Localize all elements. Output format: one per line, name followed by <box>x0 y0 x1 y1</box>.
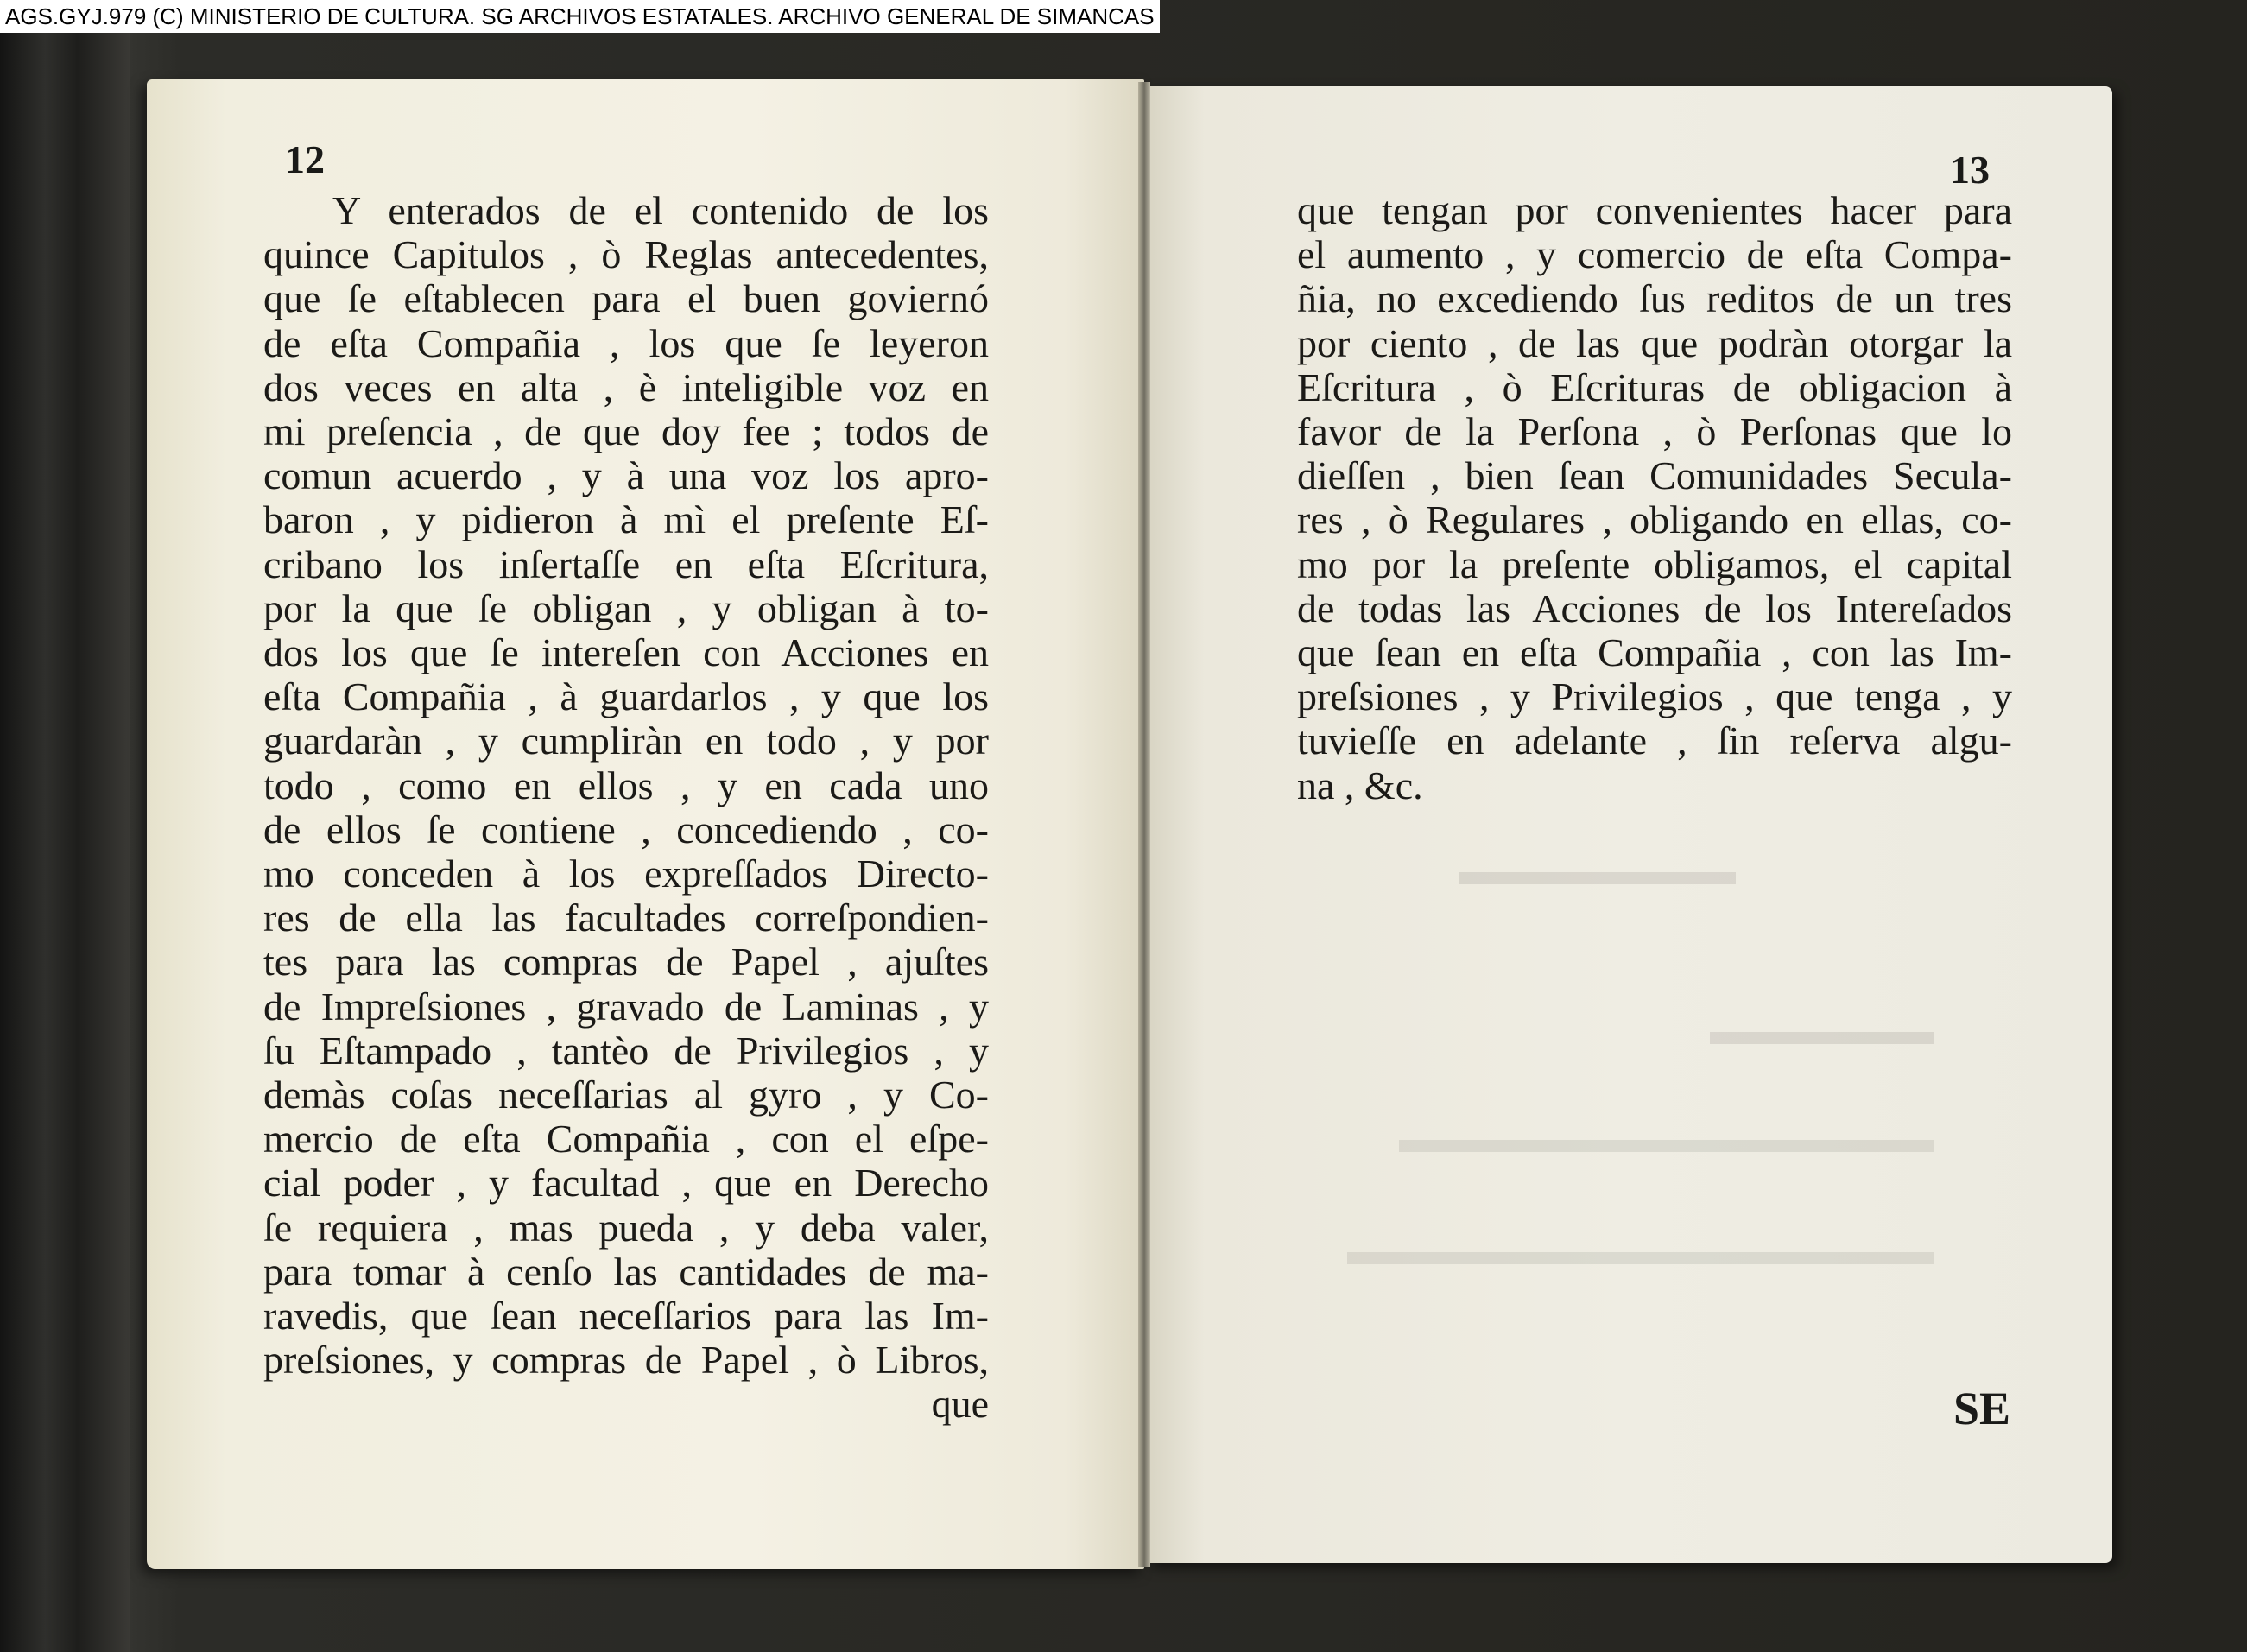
text-line: mi preſencia , de que doy fee ; todos de <box>263 409 989 453</box>
text-line: mercio de eſta Compañia , con el eſpe- <box>263 1117 989 1161</box>
text-line: mo conceden à los expreſſados Directo- <box>263 851 989 896</box>
text-line: eſta Compañia , à guardarlos , y que los <box>263 674 989 719</box>
text-line: quince Capitulos , ò Reglas antecedentes, <box>263 232 989 277</box>
archive-caption: AGS.GYJ.979 (C) MINISTERIO DE CULTURA. SG ARCHIVOS ESTATALES. ARCHIVO GENERAL DE SIMANCAS <box>0 0 1160 33</box>
text-line: el aumento , y comercio de eſta Compa- <box>1297 232 2012 277</box>
show-through-mark <box>1459 872 1736 884</box>
text-line: preſsiones, y compras de Papel , ò Libros, <box>263 1338 989 1383</box>
show-through-mark <box>1399 1140 1934 1152</box>
page-number-right: 13 <box>1950 148 1990 192</box>
text-line: res de ella las facultades correſpondien- <box>263 896 989 940</box>
text-line: ñia, no excediendo ſus reditos de un tres <box>1297 276 2012 321</box>
text-line: cribano los inſertaſſe en eſta Eſcritura, <box>263 541 989 586</box>
text-line: que tengan por convenientes hacer para <box>1297 188 2012 232</box>
text-line: de Impreſsiones , gravado de Laminas , y <box>263 984 989 1029</box>
text-line: ravedis, que ſean neceſſarios para las Im- <box>263 1294 989 1338</box>
text-line: res , ò Regulares , obligando en ellas, co- <box>1297 497 2012 542</box>
text-line: favor de la Perſona , ò Perſonas que lo <box>1297 409 2012 453</box>
text-line: cial poder , y facultad , que en Derecho <box>263 1161 989 1206</box>
text-line: na , &c. <box>1297 763 1423 807</box>
text-line: dos los que ſe intereſen con Acciones en <box>263 630 989 674</box>
text-line: que <box>931 1382 989 1427</box>
text-line: Y enterados de el contenido de los <box>332 188 989 232</box>
text-line: de todas las Acciones de los Intereſados <box>1297 585 2012 630</box>
text-line: mo por la preſente obligamos, el capital <box>1297 541 2012 586</box>
text-line: tes para las compras de Papel , ajuſtes <box>263 940 989 984</box>
text-line: que ſe eſtablecen para el buen goviernó <box>263 276 989 321</box>
text-line: que ſean en eſta Compañia , con las Im- <box>1297 630 2012 674</box>
text-line: para tomar à cenſo las cantidades de ma- <box>263 1249 989 1294</box>
text-line: Eſcritura , ò Eſcrituras de obligacion à <box>1297 364 2012 409</box>
text-line: demàs coſas neceſſarias al gyro , y Co- <box>263 1073 989 1117</box>
text-line: por la que ſe obligan , y obligan à to- <box>263 585 989 630</box>
text-line: de ellos ſe contiene , concediendo , co- <box>263 807 989 851</box>
text-line: tuvieſſe en adelante , ſin reſerva algu- <box>1297 718 2012 763</box>
text-line: de eſta Compañia , los que ſe leyeron <box>263 320 989 365</box>
text-line: preſsiones , y Privilegios , que tenga , y <box>1297 674 2012 719</box>
text-line: dos veces en alta , è inteligible voz en <box>263 364 989 409</box>
text-line: por ciento , de las que podràn otorgar la <box>1297 320 2012 365</box>
text-line: ſe requiera , mas pueda , y deba valer, <box>263 1205 989 1250</box>
page-number-left: 12 <box>285 137 325 181</box>
text-line: ſu Eſtampado , tantèo de Privilegios , y <box>263 1028 989 1073</box>
show-through-mark <box>1710 1032 1934 1044</box>
text-line: dieſſen , bien ſean Comunidades Secula- <box>1297 453 2012 498</box>
show-through-mark <box>1347 1252 1934 1264</box>
catchword: SE <box>1953 1383 2011 1434</box>
book-gutter <box>1138 82 1150 1567</box>
text-line: todo , como en ellos , y en cada uno <box>263 763 989 807</box>
text-line: comun acuerdo , y à una voz los apro- <box>263 453 989 498</box>
text-line: baron , y pidieron à mì el preſente Eſ- <box>263 497 989 542</box>
text-line: guardaràn , y cumpliràn en todo , y por <box>263 718 989 763</box>
binding-spine <box>0 26 130 1652</box>
